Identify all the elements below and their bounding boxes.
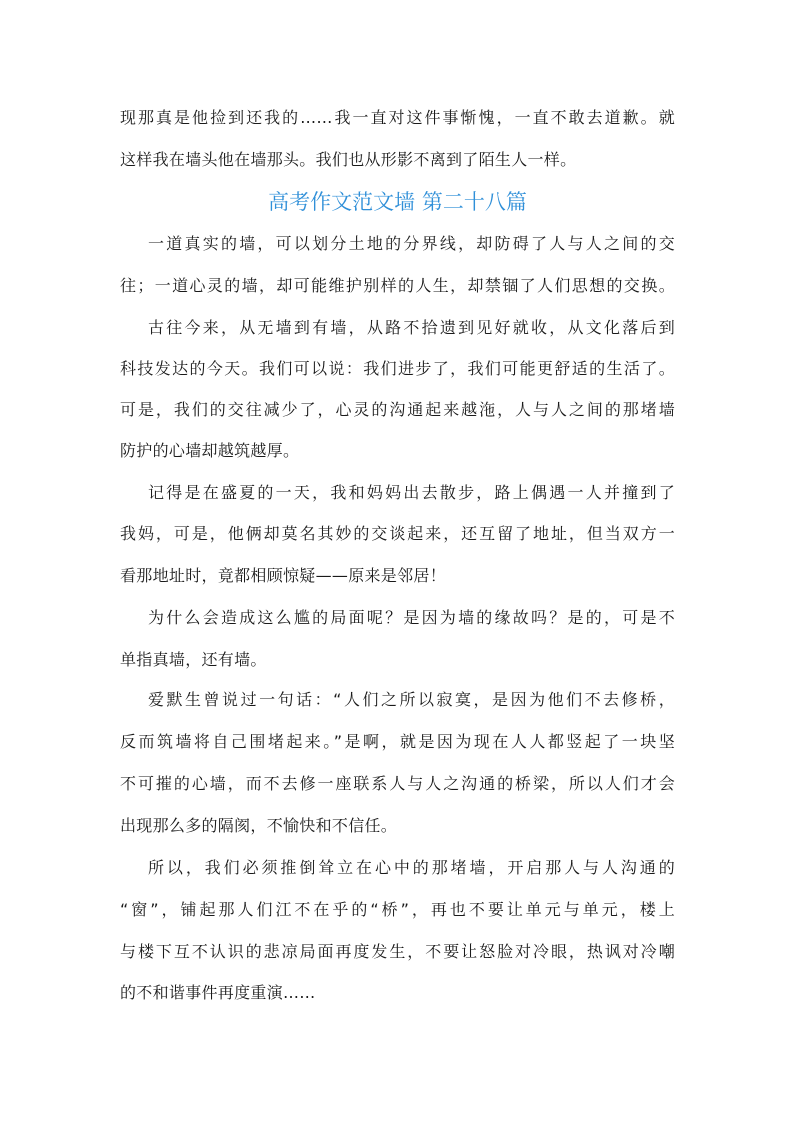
section-title: 高考作文范文墙 第二十八篇 bbox=[268, 190, 527, 214]
paragraph-5-line-1: 爱默生曾说过一句话：“人们之所以寂寞，是因为他们不去修桥， bbox=[148, 690, 675, 709]
paragraph-2-line-4: 防护的心墙却越筑越厚。 bbox=[120, 441, 300, 460]
paragraph-3-line-1: 记得是在盛夏的一天，我和妈妈出去散步，路上偶遇一人并撞到了 bbox=[148, 483, 675, 502]
paragraph-4-line-2: 单指真墙，还有墙。 bbox=[120, 650, 267, 669]
intro-line-1: 现那真是他捡到还我的……我一直对这件事惭愧，一直不敢去道歉。就 bbox=[120, 108, 675, 127]
paragraph-2-line-2: 科技发达的今天。我们可以说：我们进步了，我们可能更舒适的生活了。 bbox=[120, 359, 675, 378]
paragraph-5-line-3: 不可摧的心墙，而不去修一座联系人与人之沟通的桥梁，所以人们才会 bbox=[120, 774, 675, 793]
paragraph-1-line-2: 往；一道心灵的墙，却可能维护别样的人生，却禁锢了人们思想的交换。 bbox=[120, 276, 675, 295]
document-page bbox=[120, 0, 675, 1123]
paragraph-5-line-4: 出现那么多的隔阂，不愉快和不信任。 bbox=[120, 816, 398, 835]
paragraph-4-line-1: 为什么会造成这么尴的局面呢？是因为墙的缘故吗？是的，可是不 bbox=[148, 608, 675, 627]
paragraph-6-line-2: “窗”，铺起那人们江不在乎的“桥”，再也不要让单元与单元，楼上 bbox=[120, 900, 675, 919]
paragraph-3-line-3: 看那地址时，竟都相顾惊疑——原来是邻居！ bbox=[120, 566, 447, 585]
paragraph-1-line-1: 一道真实的墙，可以划分土地的分界线，却防碍了人与人之间的交 bbox=[148, 234, 675, 253]
intro-line-2: 这样我在墙头他在墙那头。我们也从形影不离到了陌生人一样。 bbox=[120, 150, 577, 169]
paragraph-6-line-4: 的不和谐事件再度重演…… bbox=[120, 983, 316, 1002]
paragraph-2-line-1: 古往今来，从无墙到有墙，从路不拾遗到见好就收，从文化落后到 bbox=[148, 318, 675, 337]
paragraph-3-line-2: 我妈，可是，他俩却莫名其妙的交谈起来，还互留了地址，但当双方一 bbox=[120, 524, 675, 543]
paragraph-6-line-3: 与楼下互不认识的悲凉局面再度发生，不要让怒脸对冷眼，热讽对冷嘲 bbox=[120, 942, 675, 961]
paragraph-2-line-3: 可是，我们的交往减少了，心灵的沟通起来越沲，人与人之间的那堵墙 bbox=[120, 400, 675, 419]
paragraph-5-line-2: 反而筑墙将自己围堵起来。”是啊，就是因为现在人人都竖起了一块坚 bbox=[120, 732, 675, 751]
paragraph-6-line-1: 所以，我们必须推倒耸立在心中的那堵墙，开启那人与人沟通的 bbox=[148, 858, 675, 877]
